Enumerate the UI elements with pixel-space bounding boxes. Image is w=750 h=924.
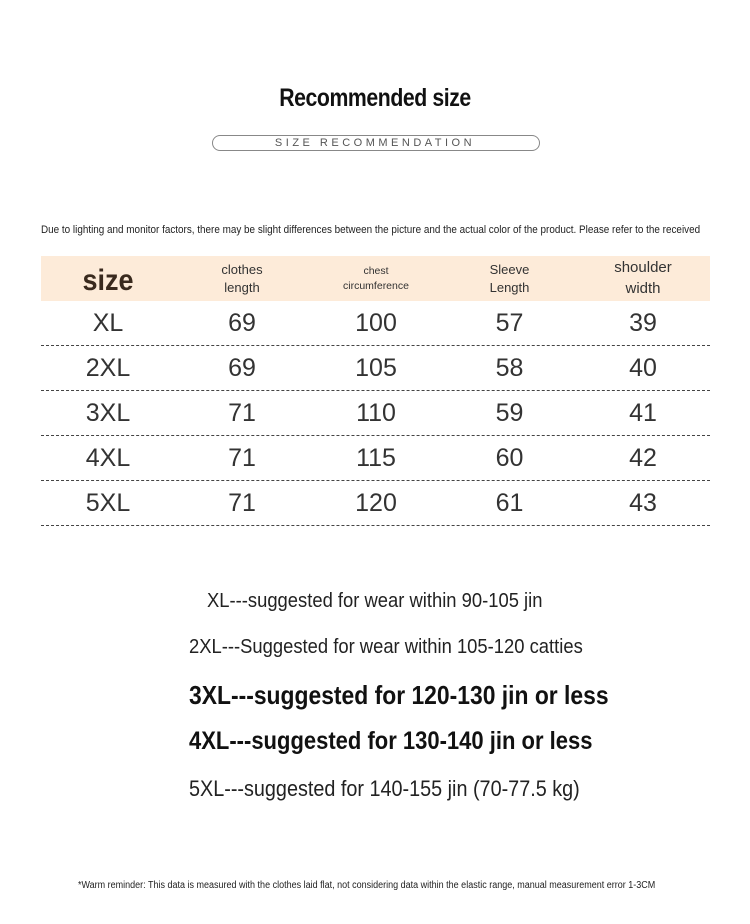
suggestion-xl: XL---suggested for wear within 90-105 jin (207, 590, 543, 612)
header-sleeve-length (443, 256, 576, 301)
cell-clothes-length: 69 (228, 308, 256, 337)
warm-reminder-note: *Warm reminder: This data is measured with the clothes laid flat, not considering data within the elastic range, manual measurement error 1-3CM (78, 880, 656, 891)
disclaimer-text: Due to lighting and monitor factors, there may be slight differences between the picture and the actual color of the product. Please refer to the received (41, 224, 701, 236)
cell-size: 4XL (85, 443, 131, 472)
cell-shoulder: 41 (629, 398, 657, 427)
header-shoulder-line1: shoulder (614, 259, 672, 277)
table-header (41, 256, 710, 301)
cell-shoulder: 43 (629, 488, 657, 517)
cell-size: 3XL (85, 398, 131, 427)
table-row (41, 301, 710, 346)
cell-size: 2XL (85, 353, 131, 382)
header-clothes-length-line1: clothes (221, 261, 263, 277)
size-table (41, 256, 710, 526)
cell-sleeve: 57 (495, 308, 524, 337)
suggestion-5xl: 5XL---suggested for 140-155 jin (70-77.5 kg) (189, 776, 580, 801)
cell-clothes-length: 71 (228, 488, 256, 517)
cell-clothes-length: 71 (228, 443, 256, 472)
header-chest-line1: chest (363, 265, 389, 278)
cell-shoulder: 42 (629, 443, 657, 472)
cell-sleeve: 60 (495, 443, 524, 472)
table-row (41, 346, 710, 391)
cell-chest: 115 (356, 443, 396, 472)
cell-sleeve: 59 (495, 398, 524, 427)
header-shoulder-line2: width (625, 279, 661, 297)
table-row (41, 481, 710, 526)
header-sleeve-line1: Sleeve (489, 261, 530, 277)
suggestion-4xl: 4XL---suggested for 130-140 jin or less (189, 727, 593, 755)
header-sleeve-line2: Length (489, 279, 530, 295)
header-size-label: size (82, 263, 134, 297)
cell-chest: 120 (355, 488, 397, 517)
header-chest-line2: circumference (343, 279, 409, 292)
subtitle-label: SIZE RECOMMENDATION (271, 137, 479, 149)
cell-shoulder: 39 (629, 308, 657, 337)
cell-chest: 110 (356, 398, 396, 427)
cell-size: XL (92, 308, 124, 337)
suggestion-2xl: 2XL---Suggested for wear within 105-120 catties (189, 636, 583, 658)
cell-chest: 100 (355, 308, 397, 337)
cell-size: 5XL (85, 488, 131, 517)
cell-clothes-length: 69 (228, 353, 256, 382)
header-chest-circumference (309, 256, 443, 301)
page-title: Recommended size (279, 84, 471, 112)
table-row (41, 391, 710, 436)
cell-chest: 105 (355, 353, 397, 382)
cell-clothes-length: 71 (228, 398, 256, 427)
cell-sleeve: 58 (495, 353, 524, 382)
table-row (41, 436, 710, 481)
cell-sleeve: 61 (495, 488, 524, 517)
suggestion-3xl: 3XL---suggested for 120-130 jin or less (189, 680, 609, 710)
cell-shoulder: 40 (629, 353, 657, 382)
header-clothes-length-line2: length (224, 279, 260, 295)
header-clothes-length (175, 256, 309, 301)
subtitle (0, 136, 750, 150)
header-shoulder-width (576, 256, 710, 301)
header-size (48, 256, 169, 301)
